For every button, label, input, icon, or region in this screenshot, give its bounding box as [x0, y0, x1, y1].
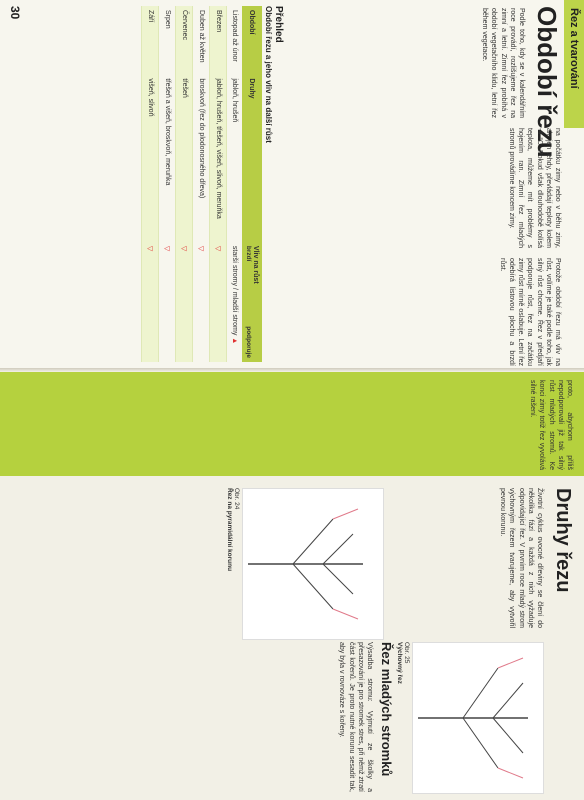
effect-cell — [142, 242, 159, 362]
arrow-down-icon: ▽ — [197, 245, 204, 252]
table-title: Přehled — [273, 6, 284, 43]
overview-table — [6, 6, 284, 362]
pruning-table — [141, 6, 262, 362]
species-cell: jabloň, hrušeň — [227, 74, 243, 242]
figure-tree-pyramid — [242, 488, 384, 640]
caption-number: Obr. 24 — [233, 488, 240, 510]
caption-number: Obr. 25 — [403, 642, 410, 664]
body-column-2: na počátku zimy nebo v běhu zimy, ale jen tehdy, převládají teploty kolem -4 °C. Pokud však dlouhodobě kolísá teplota, můžeme mít problémy s hojením ran. Zimní řez mladých stromů provádíme koncem zimy. — [507, 128, 561, 248]
table-subtitle: Období řezu a jeho vliv na další růst — [264, 6, 273, 143]
effect-cell — [210, 242, 227, 362]
right-page — [0, 372, 584, 800]
col-header-species: Druhy — [242, 74, 262, 242]
effect-cell — [227, 242, 243, 362]
section-title-young-trees: Řez mladých stromků — [379, 642, 394, 777]
species-cell: třešeň a višeň, broskvoň, meruňka — [159, 74, 176, 242]
arrow-up-icon: ▲ — [231, 337, 238, 345]
period-cell: Listopad až únor — [227, 6, 243, 74]
arrow-down-icon: ▽ — [214, 245, 221, 252]
body-column-main: Životní cyklus ovocné dřeviny se člení do několika fází a každá z nich vyžaduje odpovídající řez. V prvním roce mladý strom výchovným řezem tvarujeme, aby vytvořil pevnou korunu. — [499, 488, 543, 628]
table-row — [227, 6, 243, 362]
period-cell: Duben až květen — [193, 6, 210, 74]
arrow-down-icon: ▽ — [146, 245, 153, 252]
species-cell: višeň, slivoň — [142, 74, 159, 242]
species-cell: třešeň — [176, 74, 193, 242]
page-title: Období řezu — [532, 6, 562, 158]
table-row — [159, 6, 176, 362]
col-header-effect — [242, 242, 262, 362]
running-head: Řez a tvarování — [564, 0, 584, 128]
body-column-right: Výsadba stromu: Vyjmutí ze školky a přesazování je pro stromek stres, při němž ztratí část kořenů. Je proto nutné korunu sesadit tak, aby byla v rovnováze s kořeny. — [338, 642, 373, 792]
table-row — [176, 6, 193, 362]
green-sidebar — [0, 372, 584, 476]
body-column-3: Protože období řezu má vliv na růst, volíme je také podle toho, jak silný růst chceme. Řez v předjaří podporuje růst, řez na začátku zimy růst mírně oslabuje. Letní řez odebírá listovou plochu a brzdí růst. — [498, 258, 561, 366]
effect-cell — [176, 242, 193, 362]
support-label: podporuje — [245, 326, 252, 358]
figure-caption — [226, 488, 240, 571]
table-row — [210, 6, 227, 362]
tree-illustration-icon — [243, 489, 383, 639]
left-page — [0, 0, 584, 372]
effect-subhead — [245, 246, 252, 358]
col-header-period: Období — [242, 6, 262, 74]
table-row — [142, 6, 159, 362]
effect-cell — [193, 242, 210, 362]
period-cell: Červenec — [176, 6, 193, 74]
brake-label: brzdí — [245, 245, 252, 262]
section-title: Druhy řezu — [552, 488, 574, 593]
effect-label: Vliv na růst — [252, 245, 259, 284]
effect-cell — [159, 242, 176, 362]
period-cell: Srpen — [159, 6, 176, 74]
page-number: 30 — [8, 6, 22, 20]
caption-text: Výchovný řez — [396, 642, 403, 684]
arrow-down-icon: ▽ — [163, 245, 170, 252]
figure-tree-training — [412, 642, 544, 794]
body-column-1: Podle toho, kdy se v kalendářním roce provádí, rozlišujeme řez na zimní a letní. Zimní řez probíhá v období vegetačního klidu, letní řez během vegetace. — [481, 8, 525, 118]
table-row — [193, 6, 210, 362]
species-cell: jabloň, hrušeň, třešeň, višeň, slivoň, meruňka — [210, 74, 227, 242]
figure-caption — [396, 642, 410, 684]
arrow-down-icon: ▽ — [180, 245, 187, 252]
note-text: starší stromy / mladší stromy — [231, 245, 238, 336]
caption-text: Řez na pyramidální korunu — [226, 488, 233, 572]
period-cell: Březen — [210, 6, 227, 74]
period-cell: Září — [142, 6, 159, 74]
species-cell: broskvoň (řez do plodonosného dřeva) — [193, 74, 210, 242]
body-column-sidebar: proto, abychom příliš nepodporovali již tak silný růst mladých stromů. Ke konci zimy totiž řez vyvolává silné rašení. — [529, 380, 573, 470]
tree-illustration-icon — [413, 643, 543, 793]
